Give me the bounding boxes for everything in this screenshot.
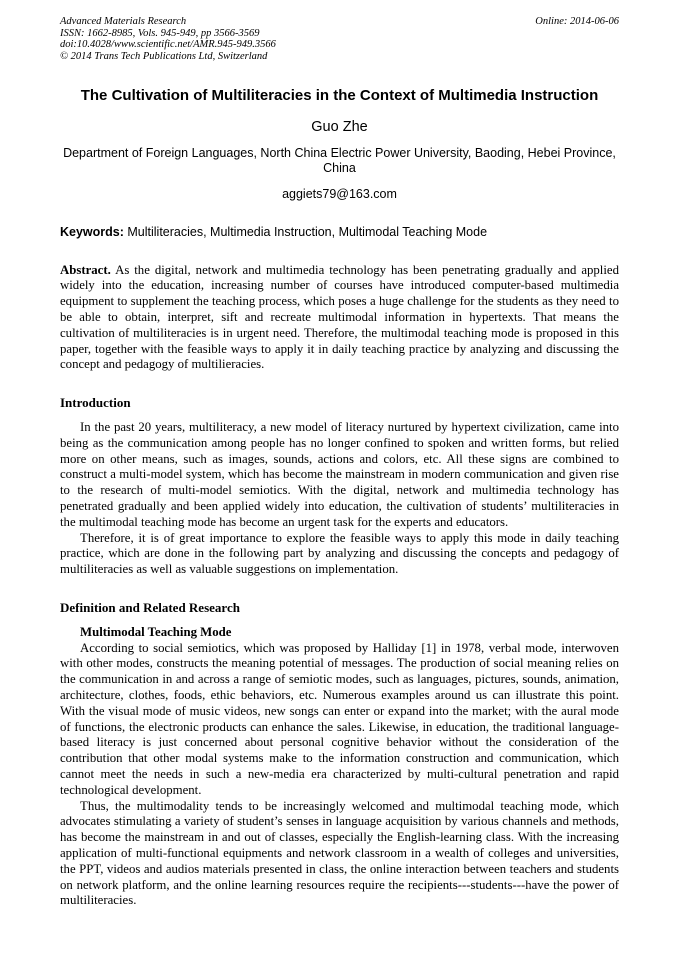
- section-heading-introduction: Introduction: [60, 395, 131, 411]
- author-email: aggiets79@163.com: [282, 186, 397, 201]
- journal-name: Advanced Materials Research: [60, 16, 187, 27]
- paper-title: The Cultivation of Multiliteracies in the Context of Multimedia Instruction: [80, 87, 599, 105]
- abstract-text: As the digital, network and multimedia technology has been penetrating gradually and applied widely into the education, increasing number of courses have introduced computer-based multimedia equipment to supplement the teaching process, which poses a huge challenge for the students as they need to be able to obtain, interpret, sift and recreate multimodal information in hypertexts. That means the cultivation of multiliteracies is in urgent need. Therefore, the multimodal teaching mode is proposed in this paper, together with the feasible ways to apply it in daily teaching practice by analyzing and discussing the concept and pedagogy of multilieracies.: [60, 262, 619, 372]
- issn-line: ISSN: 1662-8985, Vols. 945-949, pp 3566-3569: [60, 27, 260, 39]
- paragraph: Therefore, it is of great importance to explore the feasible ways to apply this mode in daily teaching practice, which are done in the following part by analyzing and discussing the concepts and pedagogy of multiliteracies as well as valuable suggestions on implementation.: [60, 530, 619, 577]
- keywords-label: Keywords:: [60, 224, 124, 239]
- online-date: Online: 2014-06-06: [535, 16, 619, 27]
- author-affiliation: Department of Foreign Languages, North China Electric Power University, Baoding, Hebei Province, China: [63, 145, 616, 176]
- keywords-line: [60, 225, 619, 239]
- journal-header-left: [60, 16, 276, 62]
- section-heading-definition: Definition and Related Research: [60, 599, 240, 615]
- paragraph: Thus, the multimodality tends to be increasingly welcomed and multimodal teaching mode, which advocates stimulating a variety of student’s senses in language acquisition by various channels and methods, has become the mainstream in and out of classes, especially the English-learning class. With the increasing application of multi-functional equipments and network classroom in a wealth of colleges and universities, the PPT, videos and audios materials presented in class, the online interaction between teachers and students on network platform, and the online learning resources require the recipients---students---have the power of multiliteracies.: [60, 798, 619, 908]
- section-definition-and-related-research: [60, 600, 619, 909]
- paragraph: In the past 20 years, multiliteracy, a new model of literacy nurtured by hypertext civilization, came into being as the communication among people has no longer confined to spoken and written forms, but relied more on other means, such as images, sounds, actions and colors, etc. All these signs are combined to construct a multi-model system, which has become the mainstream in modern communication and given rise to the research of multi-model semiotics. With the digital, network and multimedia technology has penetrated gradually and been applied widely into education, the cultivation of students’ multiliteracies in the multimodal teaching mode has become an urgent task for the experts and educators.: [60, 420, 619, 529]
- subsection-heading-multimodal-teaching-mode: Multimodal Teaching Mode: [80, 624, 232, 639]
- abstract-label: Abstract.: [60, 262, 111, 277]
- doi-line: doi:10.4028/www.scientific.net/AMR.945-949.3566: [60, 39, 276, 51]
- paragraph: According to social semiotics, which was proposed by Halliday [1] in 1978, verbal mode, interwoven with other modes, constructs the meaning potential of messages. The production of social meaning relies on the communication in and across a range of semiotic modes, such as languages, pictures, sounds, animation, architecture, clothes, foods, ethic behaviors, etc. Numerous examples around us can illustrate this point. With the visual mode of music videos, new songs can enter or expand into the market; with the aural mode of functions, the electronic products can enhance the sales. Likewise, in education, the traditional language-based literacy is just concerned about personal cognitive behavior without the consideration of the contribution that other modal systems make to the information construction and communication, which cannot meet the needs in such a new-media era characterized by multi-cultural penetration and rapid technological development.: [60, 640, 619, 797]
- journal-header: [60, 16, 619, 62]
- keywords-text: Multiliteracies, Multimedia Instruction, Multimodal Teaching Mode: [127, 224, 488, 239]
- author-name: Guo Zhe: [311, 118, 368, 135]
- abstract: [60, 263, 619, 374]
- copyright-line: © 2014 Trans Tech Publications Ltd, Switzerland: [60, 50, 268, 62]
- section-introduction: [60, 395, 619, 578]
